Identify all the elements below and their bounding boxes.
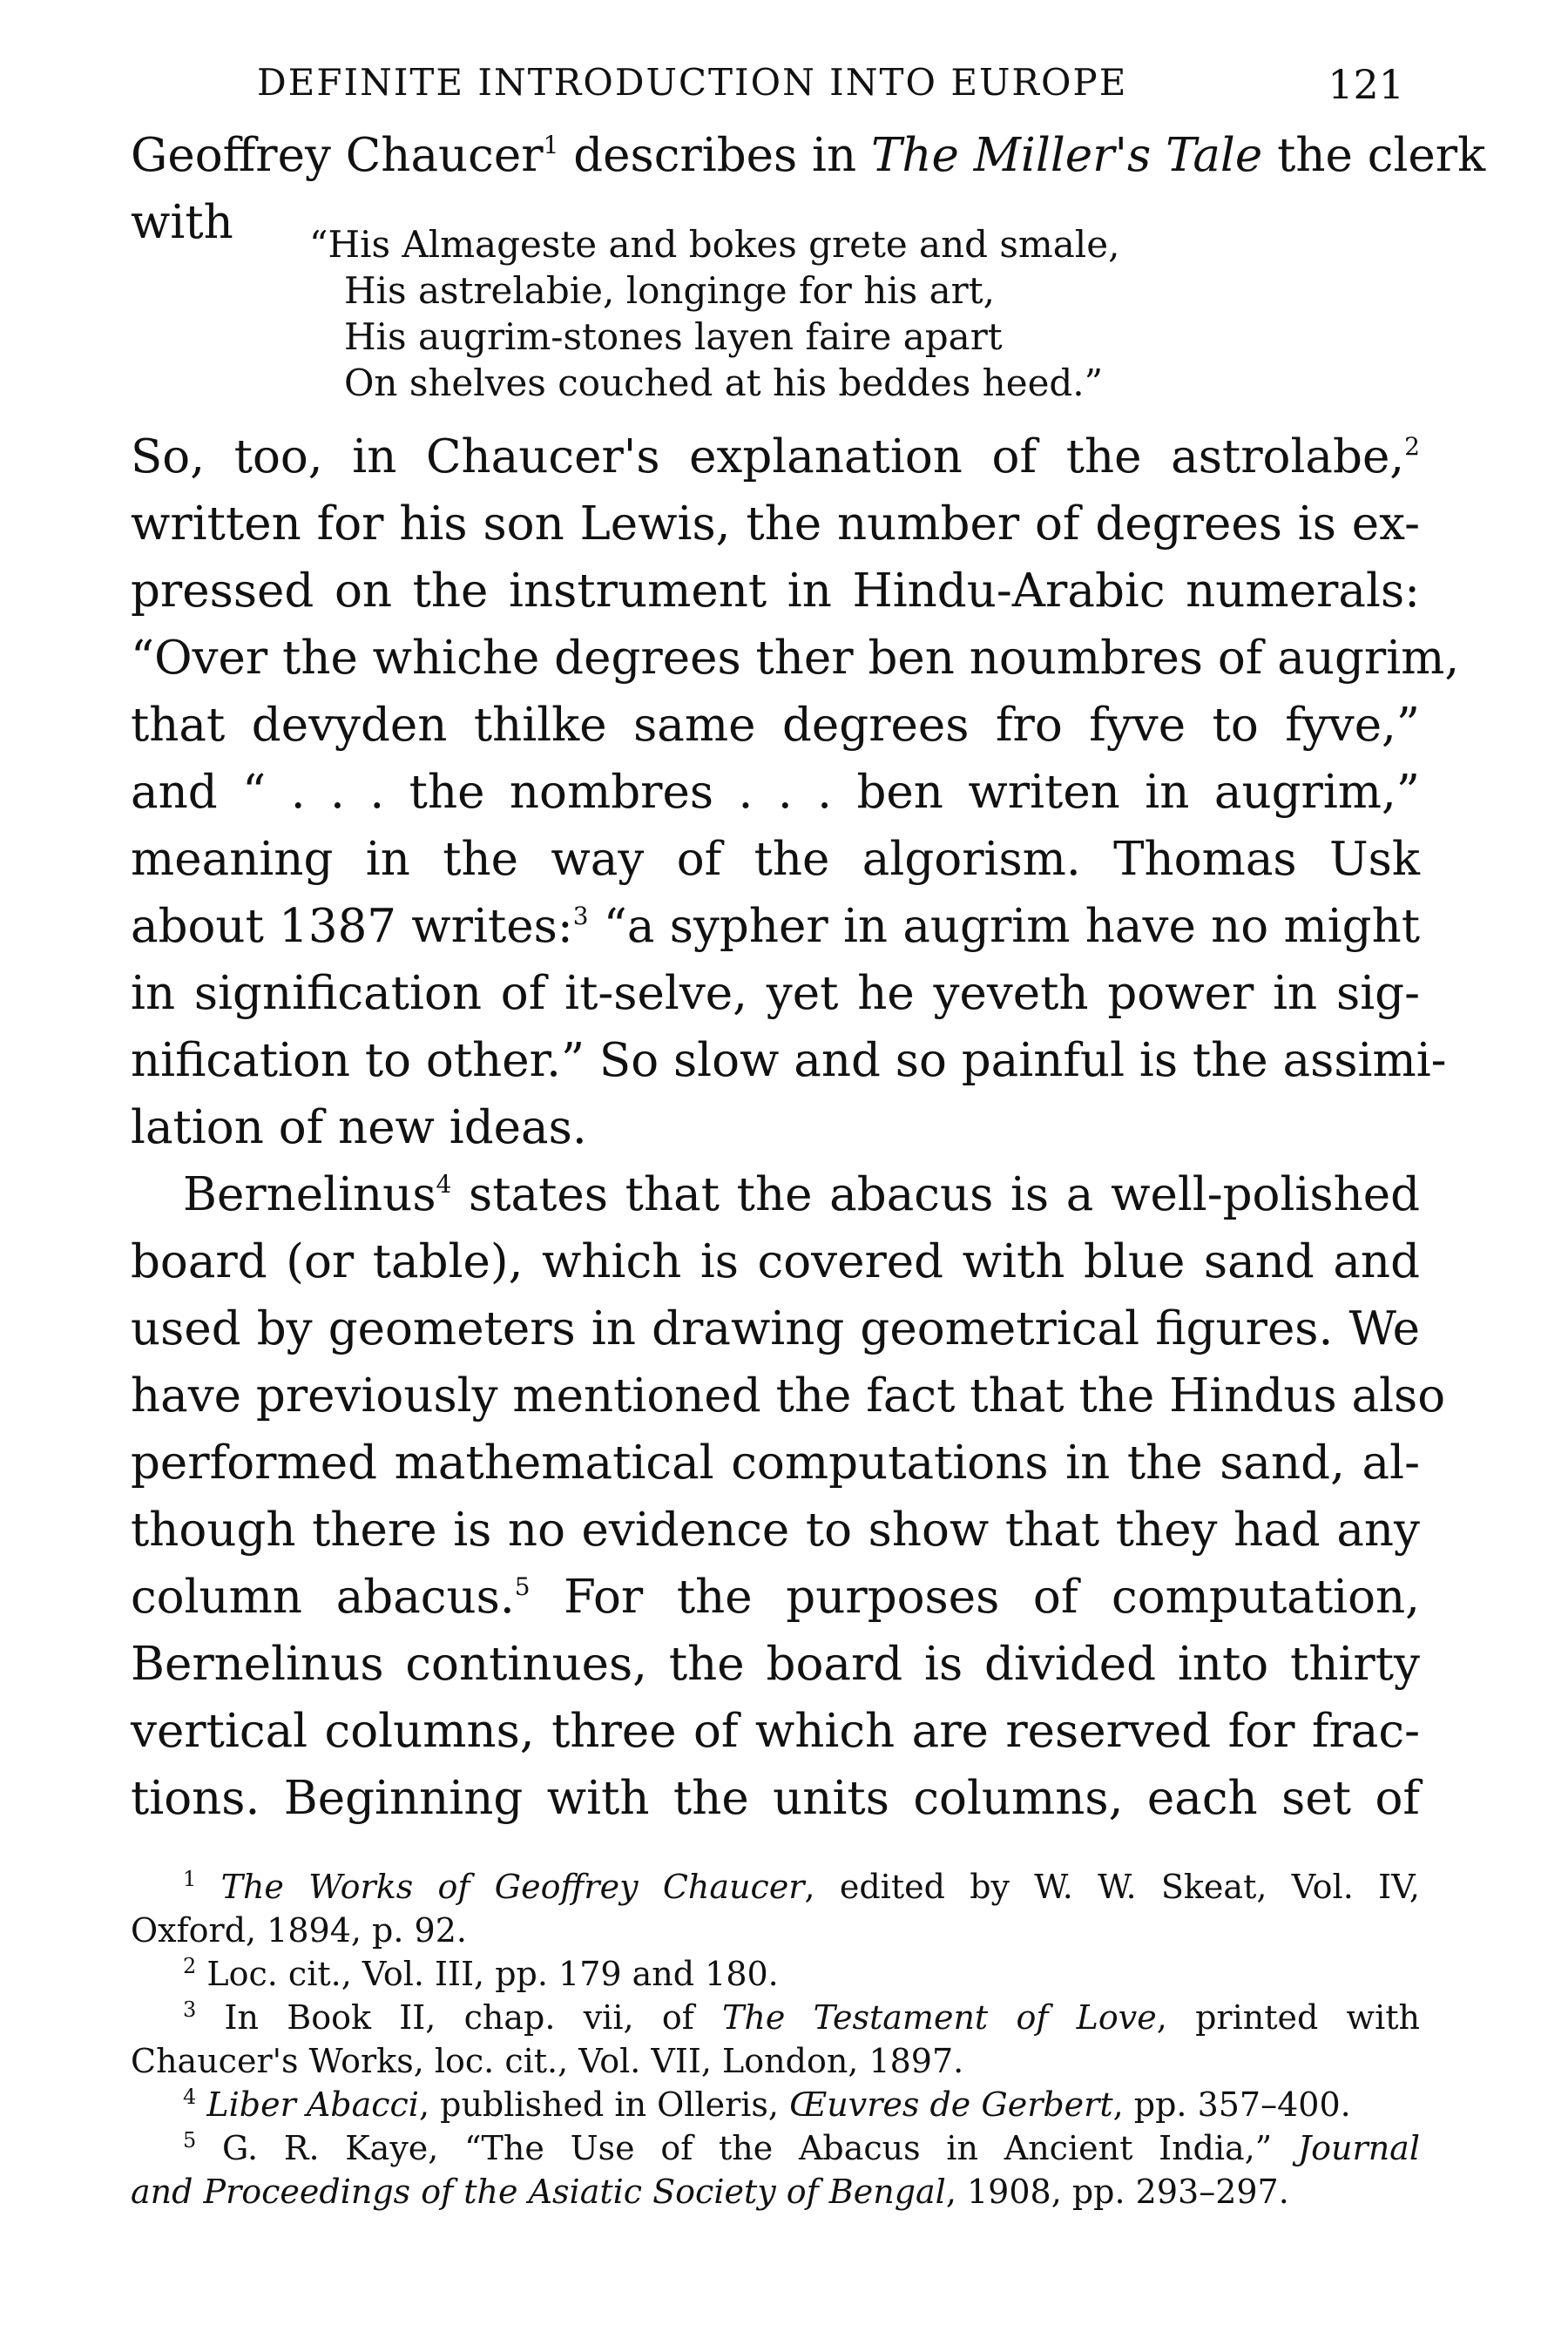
verse-line: His astrelabie, longinge for his art, <box>344 269 995 312</box>
text-line: “Over the whiche degrees ther ben noumbres of augrim, <box>131 632 1460 685</box>
main-text <box>131 122 1486 1832</box>
book-page <box>131 61 1486 2213</box>
text-line: vertical columns, three of which are reserved for frac- <box>131 1705 1420 1758</box>
footnote-3 <box>131 1996 1420 2083</box>
footnote-line: Chaucer's Works, loc. cit., Vol. VII, London, 1897. <box>131 2042 964 2080</box>
footnote-ref: 4 <box>436 1170 452 1199</box>
footnote-line: $^5$ G. R. Kaye, “The Use of the Abacus in Ancient India,” Journal <box>183 2128 1420 2167</box>
verse-quotation <box>309 221 1420 406</box>
verse-line: On shelves couched at his beddes heed.” <box>344 362 1104 404</box>
text-line: that devyden thilke same degrees fro fyve to fyve,” <box>131 699 1420 752</box>
work-title: The Miller's Tale <box>870 129 1263 182</box>
text-line: in signification of it-selve, yet he yeveth power in sig- <box>131 967 1420 1020</box>
text-line: Bernelinus continues, the board is divided into thirty <box>131 1638 1420 1691</box>
text-line: about 1387 writes:$^3$ “a sypher in augrim have no might <box>131 900 1421 953</box>
text-line: and “ . . . the nombres . . . ben writen in augrim,” <box>131 766 1420 819</box>
text-line: board (or table), which is covered with blue sand and <box>131 1235 1420 1288</box>
verse-line: “His Almageste and bokes grete and smale, <box>309 223 1120 266</box>
footnote-ref: 1 <box>543 131 559 159</box>
text-line: pressed on the instrument in Hindu-Arabic numerals: <box>131 564 1420 618</box>
text-line: performed mathematical computations in the sand, al- <box>131 1436 1420 1490</box>
text-line: Bernelinus$^4$ states that the abacus is a well-polished <box>183 1168 1420 1221</box>
footnote-line: $^1$ The Works of Geoffrey Chaucer, edited by W. W. Skeat, Vol. IV, <box>183 1867 1420 1906</box>
text-line: Geoffrey Chaucer$^1$ describes in The Miller's Tale the clerk <box>131 129 1486 182</box>
footnotes <box>131 1865 1420 2213</box>
footnote-line: $^4$ Liber Abacci, published in Olleris, Œuvres de Gerbert, pp. 357–400. <box>183 2085 1351 2124</box>
footnote-1 <box>131 1865 1420 1952</box>
verse-line: His augrim-stones layen faire apart <box>344 315 1003 358</box>
text-line: with <box>131 196 233 249</box>
footnote-line: $^3$ In Book II, chap. vii, of The Testament of Love, printed with <box>183 1997 1420 2037</box>
text-line: tions. Beginning with the units columns, each set of <box>131 1772 1420 1825</box>
page-number: 121 <box>1328 61 1404 108</box>
footnote-line: Oxford, 1894, p. 92. <box>131 1911 467 1950</box>
footnote-line: $^2$ Loc. cit., Vol. III, pp. 179 and 180. <box>183 1954 779 1993</box>
footnote-ref: 2 <box>1404 432 1420 461</box>
text-line: have previously mentioned the fact that the Hindus also <box>131 1369 1446 1423</box>
text-line: lation of new ideas. <box>131 1101 587 1154</box>
text-line: used by geometers in drawing geometrical figures. We <box>131 1302 1420 1355</box>
text-line: So, too, in Chaucer's explanation of the astrolabe,$^2$ <box>131 430 1420 483</box>
text-line: column abacus.$^5$ For the purposes of computation, <box>131 1571 1421 1624</box>
footnote-4 <box>131 2083 1420 2126</box>
text-line: written for his son Lewis, the number of degrees is ex- <box>131 497 1420 551</box>
running-header <box>131 61 1420 122</box>
footnote-5 <box>131 2126 1420 2213</box>
text-line: meaning in the way of the algorism. Thomas Usk <box>131 833 1420 886</box>
chapter-title: DEFINITE INTRODUCTION INTO EUROPE <box>257 61 1128 104</box>
text-line: nification to other.” So slow and so painful is the assimi- <box>131 1034 1447 1087</box>
footnote-ref: 3 <box>572 902 589 930</box>
text-line: though there is no evidence to show that they had any <box>131 1504 1420 1557</box>
footnote-line: and Proceedings of the Asiatic Society of Bengal, 1908, pp. 293–297. <box>131 2173 1289 2211</box>
footnote-ref: 5 <box>514 1572 531 1601</box>
paragraph-bernelinus <box>131 1161 1446 1832</box>
footnote-2 <box>131 1952 1420 1996</box>
paragraph-chaucer-astrolabe <box>131 423 1460 1161</box>
